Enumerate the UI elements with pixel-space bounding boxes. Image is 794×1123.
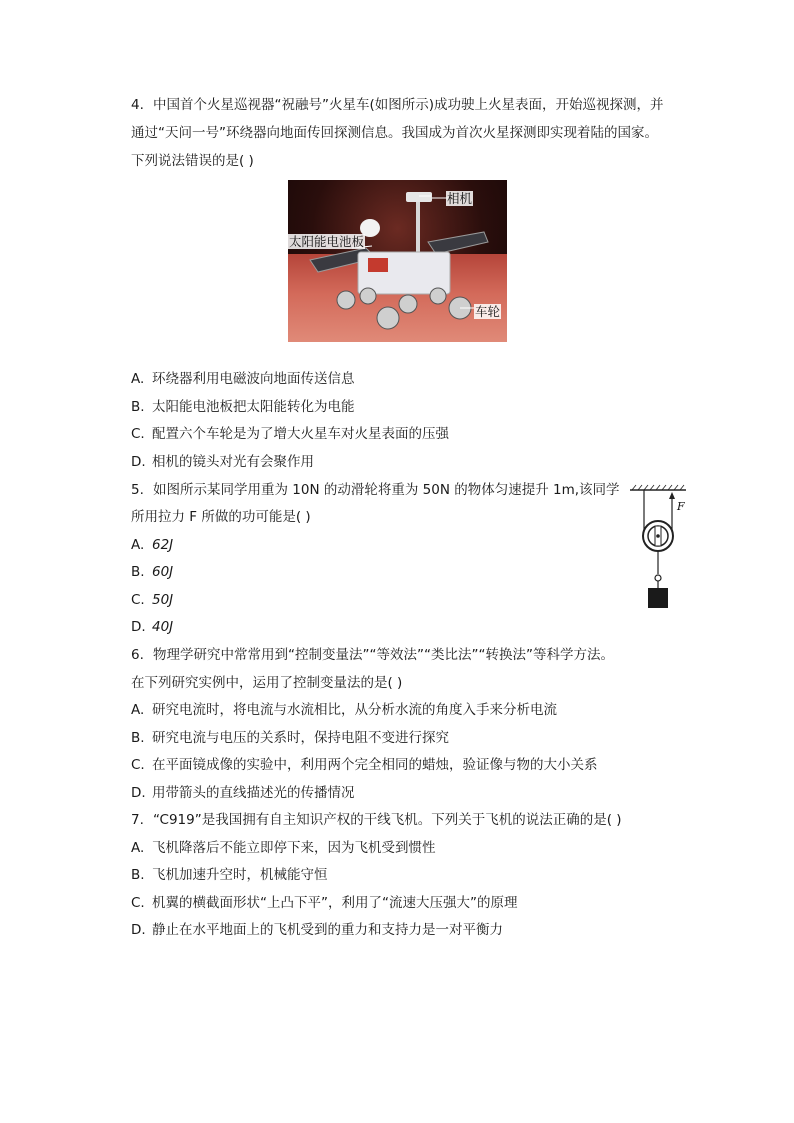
q4-line-1: 4. 中国首个火星巡视器“祝融号”火星车(如图所示)成功驶上火星表面，开始巡视探测，并 — [131, 97, 664, 113]
wheel-label: 车轮 — [475, 304, 501, 319]
q5-line-2: 所用拉力 F 所做的功可能是( ) — [131, 509, 311, 525]
force-label: F — [677, 500, 685, 513]
q6-line-2: 在下列研究实例中，运用了控制变量法的是( ) — [131, 675, 403, 691]
q7-option-a[interactable]: A. 飞机降落后不能立即停下来，因为飞机受到惯性 — [131, 840, 436, 856]
q4-number: 4. — [131, 97, 144, 113]
q7-number: 7. — [131, 812, 144, 828]
q6-option-a[interactable]: A. 研究电流时，将电流与水流相比，从分析水流的角度入手来分析电流 — [131, 702, 557, 718]
q7-option-c[interactable]: C. 机翼的横截面形状“上凸下平”，利用了“流速大压强大”的原理 — [131, 895, 518, 911]
q5-option-d[interactable]: D. 40J — [131, 619, 174, 635]
q4-option-d[interactable]: D. 相机的镜头对光有会聚作用 — [131, 454, 314, 470]
q5-line-1: 5. 如图所示某同学用重为 10N 的动滑轮将重为 50N 的物体匀速提升 1m,该同学 — [131, 482, 620, 498]
q6-line-1: 6. 物理学研究中常常用到“控制变量法”“等效法”“类比法”“转换法”等科学方法。 — [131, 647, 614, 663]
q5-option-b[interactable]: B. 60J — [131, 564, 174, 580]
q6-option-c[interactable]: C. 在平面镜成像的实验中，利用两个完全相同的蜡烛，验证像与物的大小关系 — [131, 757, 598, 773]
q5-number: 5. — [131, 482, 144, 498]
q5-option-a[interactable]: A. 62J — [131, 537, 174, 553]
q7-option-b[interactable]: B. 飞机加速升空时，机械能守恒 — [131, 867, 328, 883]
camera-label: 相机 — [447, 191, 473, 206]
mars-rover-photo — [288, 180, 507, 342]
q5-option-c[interactable]: C. 50J — [131, 592, 174, 608]
solar-panel-label: 太阳能电池板 — [289, 234, 365, 249]
q6-option-d[interactable]: D. 用带箭头的直线描述光的传播情况 — [131, 785, 355, 801]
q7-line-1: 7. “C919”是我国拥有自主知识产权的干线飞机。下列关于飞机的说法正确的是( ) — [131, 812, 622, 828]
q4-option-a[interactable]: A. 环绕器利用电磁波向地面传送信息 — [131, 371, 355, 387]
q6-option-b[interactable]: B. 研究电流与电压的关系时，保持电阻不变进行探究 — [131, 730, 449, 746]
pulley-diagram — [628, 484, 688, 614]
q7-option-d[interactable]: D. 静止在水平地面上的飞机受到的重力和支持力是一对平衡力 — [131, 922, 503, 938]
q4-option-b[interactable]: B. 太阳能电池板把太阳能转化为电能 — [131, 399, 355, 415]
q6-number: 6. — [131, 647, 144, 663]
q4-line-2: 通过“天问一号”环绕器向地面传回探测信息。我国成为首次火星探测即实现着陆的国家。 — [131, 125, 658, 141]
q4-line-3: 下列说法错误的是( ) — [131, 153, 254, 169]
q4-option-c[interactable]: C. 配置六个车轮是为了增大火星车对火星表面的压强 — [131, 426, 449, 442]
